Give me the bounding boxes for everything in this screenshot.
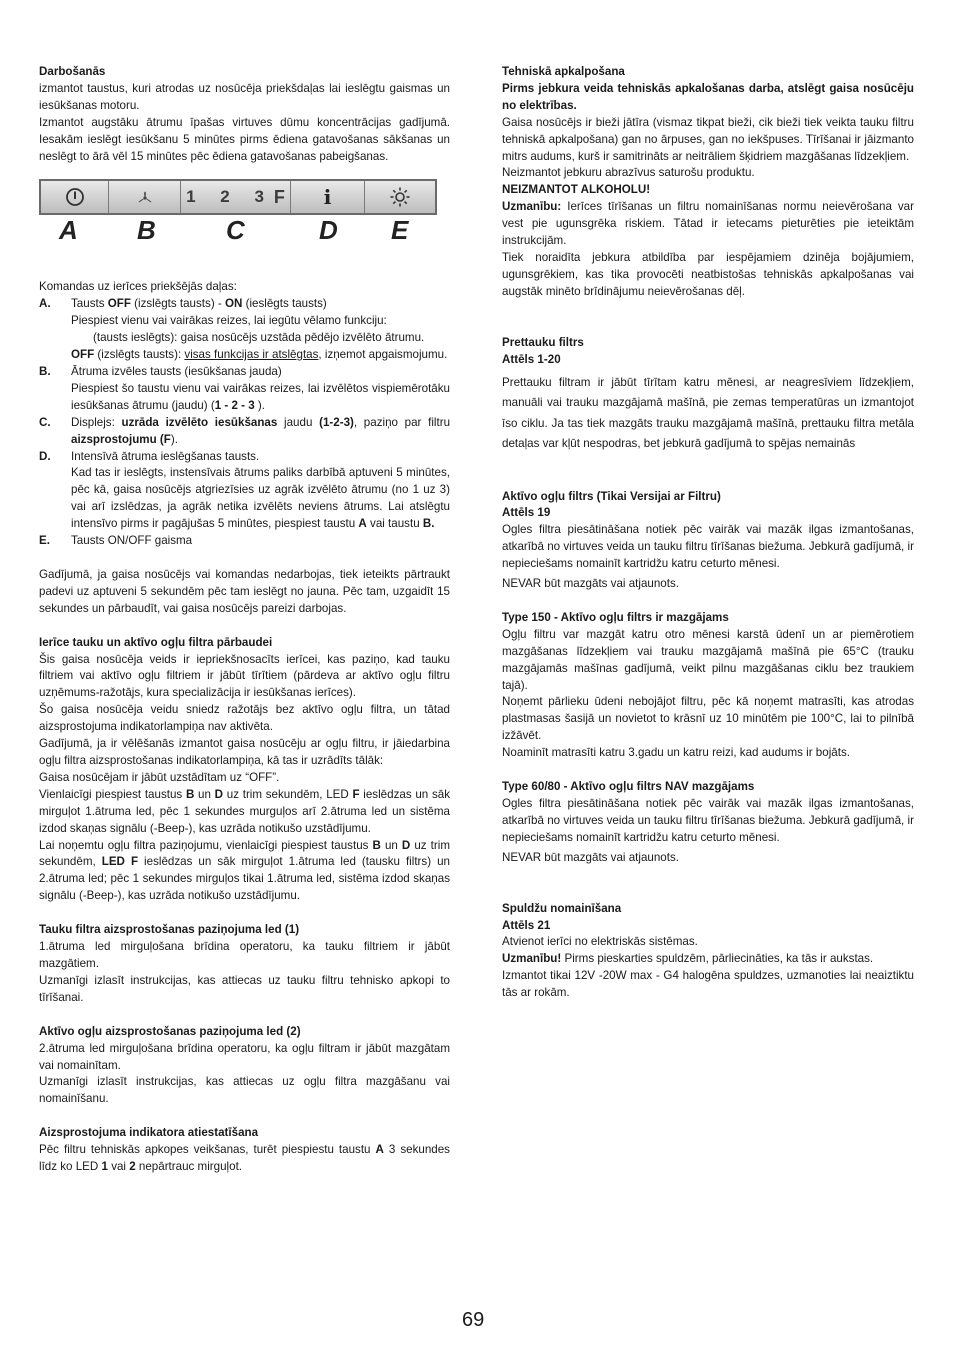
paragraph: Noņemt pārlieku ūdeni nebojājot filtru, pēc kā noņemt matrasīti, kas atrodas plastmasas šasijā un novietot to krāsnī uz 10 minūtēm pie 100°C, lai to pilnībā izžāvēt. (502, 695, 914, 743)
paragraph: 2.ātruma led mirguļošana brīdina operatoru, ka ogļu filtram ir jābūt mazgātam vai nomainītam. (39, 1041, 450, 1072)
command-a-off-desc: OFF (izslēgts tausts): visas funkcijas ir atslēgtas, izņemot apgaismojumu. (71, 348, 448, 362)
section-title-bulbs: Spuldžu nomainīšana (502, 901, 622, 915)
paragraph: Ogles filtra piesātināšana notiek pēc vairāk vai mazāk ilgas izmantošanas, atkarībā no virtuves veida un tauku filtru tīrīšanas biežuma. Jebkurā gadījumā, ir nepieciešams nomainīt kartridžu katru ceturto mēnesi. (502, 523, 914, 571)
control-panel-strip (39, 179, 437, 215)
power-button-illustration (41, 181, 109, 213)
section-title-darbosanas: Darbošanās (39, 65, 106, 78)
maintenance-warning: Pirms jebkura veida tehniskās apkalošanas darba, atslēgt gaisa nosūcēju no elektrības. (502, 81, 914, 112)
light-icon (389, 186, 411, 208)
paragraph: Prettauku filtram ir jābūt tīrītam katru mēnesi, ar neagresīviem līdzekļiem, manuāli vai trauku mazgājamā mašīnā, pie zemas temperatūras un izmantojot īso ciklu. Ja tas tiek mazgāts trauku mazgājamā mašīnā, prettauku filtra metāla detaļas var kļūt nespodras, bet jebkurā gadījumā to spējas nemainās (502, 375, 914, 450)
paragraph: Gadījumā, ja ir vēlēšanās izmantot gaisa nosūcēju ar ogļu filtru, ir jāiedarbina ogļu filtra aizsprostošanas indikatorlampiņa, kā tas ir uzrādīts tālāk: (39, 737, 450, 767)
section-title-check: Ierīce tauku un aktīvo ogļu filtra pārbaudei (39, 635, 273, 649)
no-alcohol-warning: NEIZMANTOT ALKOHOLU! (502, 183, 651, 197)
paragraph: 1.ātruma led mirguļošana brīdina operatoru, ka tauku filtriem ir jābūt mazgātiem. (39, 940, 450, 970)
right-column (502, 64, 914, 1002)
figure-ref: Attēls 21 (502, 918, 551, 932)
panel-letter-d: D (319, 215, 338, 246)
section-title-type6080: Type 60/80 - Aktīvo ogļu filtrs NAV mazgājams (502, 780, 755, 794)
commands-intro: Komandas uz ierīces priekšējās daļas: (39, 280, 237, 294)
paragraph: Lai noņemtu ogļu filtra paziņojumu, vienlaicīgi piespiest taustus B un D uz trim sekundēm, LED F ieslēdzas un sāk mirguļot 1.ātruma led (tausku filtrs) un 2.ātruma led; pēc 1 sekundes mirguļos tikai 1.ātruma led, sistēma izdod skaņas signālu (-Beep-), kas uzrāda notikušo uzstādījumu. (39, 838, 450, 903)
light-button-illustration (365, 181, 435, 213)
power-icon (64, 186, 86, 208)
malfunction-paragraph: Gadījumā, ja gaisa nosūcējs vai komandas nedarbojas, tiek ieteikts pārtraukt padevi uz aptuveni 5 sekundēm pēc tam ieslēgt no jauna. Pēc tam, uzgaidīt 15 sekundes un pārbaudīt, vai gaisa nosūcējs pareizi darbojas. (39, 567, 450, 615)
paragraph: Gaisa nosūcējs ir bieži jātīra (vismaz tikpat bieži, cik bieži tiek veikta tauku filtru tehniskā apkalpošana) gan no ārpuses, gan no iekšpuses. Tīrīšanai ir jāizmanto mitrs audums, kurš ir samitrināts ar neitrāliem šķidriem mazgāšanas līdzekļiem. (502, 115, 914, 163)
command-a-on-desc: (tausts ieslēgts): gaisa nosūcējs uzstāda pēdējo izvēlēto ātrumu. (93, 331, 425, 345)
command-c: C. Displejs: uzrāda izvēlēto iesūkšanas jaudu (1-2-3), paziņo par filtru aizsprostojumu (F). (39, 415, 451, 446)
paragraph: Pēc filtru tehniskās apkopes veikšanas, turēt piespiestu taustu A 3 sekundes līdz ko LED 1 vai 2 nepārtrauc mirguļot. (39, 1143, 450, 1174)
paragraph: Uzmanīgi izlasīt instrukcijas, kas attiecas uz ogļu filtra mazgāšanu vai nomainīšanu. (39, 1075, 450, 1106)
section-title-type150: Type 150 - Aktīvo ogļu filtrs ir mazgājams (502, 610, 729, 624)
figure-ref: Attēls 19 (502, 506, 551, 520)
paragraph: Izmantot augstāku ātrumu īpašas virtuves dūmu koncentrācijas gadījumā. Iesakām ieslēgt iesūkšanu 5 minūtes pirms ēdiena gatavošanas sākšanas un neslēgt to ārā vēl 15 minūtes pēc ēdiena gatavošanas pabeigšanas. (39, 115, 450, 163)
command-d: D. Intensīvā ātruma ieslēgšanas tausts. Kad tas ir ieslēgts, instensīvais ātrums paliks darbībā aptuveni 5 minūtes, pēc kā, gaisa nosūcējs atgriezīsies uz agrāk izvēlēto ātrumu (no 1 uz 3) vai arī izslēdzas, ja agrāk netika izvēlēts neviens ātrums. Lai atslēgtu intensīvo pirms ir pagājušas 5 minūtes, piespiest taustu A vai taustu B. (39, 449, 450, 531)
command-a: A. Tausts OFF (izslēgts tausts) - ON (ieslēgts tausts) Piespiest vienu vai vairākas reizes, lai iegūtu vēlamo funkciju: (39, 297, 387, 328)
section-title-grease-led: Tauku filtra aizsprostošanas paziņojuma led (1) (39, 923, 300, 937)
section-title-reset: Aizsprostojuma indikatora atiestatīšana (39, 1126, 259, 1140)
paragraph: Uzmanību! Pirms pieskarties spuldzēm, pārliecināties, ka tās ir aukstas. (502, 952, 874, 966)
paragraph: NEVAR būt mazgāts vai atjaunots. (502, 850, 679, 864)
section-title-carbon-led: Aktīvo ogļu aizsprostošanas paziņojuma led (2) (39, 1024, 301, 1038)
section-title-maintenance: Tehniskā apkalpošana (502, 65, 625, 78)
left-column (39, 64, 450, 1176)
paragraph: Noaminīt matrasīti katru 3.gadu un katru reizi, kad audums ir bojāts. (502, 746, 850, 760)
paragraph: Šo gaisa nosūcēja veidu sniedz ražotājs bez aktīvo ogļu filtra, un tātad aizsprostojuma indikatorlampiņa nav aktivēta. (39, 703, 450, 734)
paragraph: Izmantot tikai 12V -20W max - G4 halogēna spuldzes, uzmanoties lai neaiztiktu tās ar rokām. (502, 969, 914, 1000)
panel-letter-a: A (59, 215, 78, 246)
command-e: E. Tausts ON/OFF gaisma (39, 534, 193, 548)
section-title-carbon-filter: Aktīvo ogļu filtrs (Tikai Versijai ar Filtru) (502, 489, 721, 503)
figure-ref: Attēls 1-20 (502, 352, 561, 366)
speed-digits: 1 2 3 (186, 186, 274, 206)
control-panel-figure (39, 174, 450, 274)
panel-letter-e: E (391, 215, 409, 246)
page-number: 69 (462, 1309, 485, 1331)
paragraph: Neizmantot jebkuru abrazīvus saturošu produktu. (502, 166, 755, 180)
fan-button-illustration (109, 181, 181, 213)
filter-indicator-label: F (273, 186, 285, 207)
paragraph: Ogles filtra piesātināšana notiek pēc vairāk vai mazāk ilgas izmantošanas, atkarībā no virtuves veida un tauku filtru tīrīšanas biežuma. Jebkurā gadījumā, ir nepieciešams nomainīt kartridžu katru ceturto mēnesi. (502, 797, 914, 844)
paragraph: Tiek noraidīta jebkura atbildība par iespējamiem dzinēja bojājumiem, ugunsgrēkiem, kas tika provocēti neatbistošas tehniskās apkalpošanas vai augstāk minēto brīdinājumu neievērošanas dēļ. (502, 250, 914, 298)
paragraph: Šis gaisa nosūcēja veids ir iepriekšnosacīts ierīcei, kas paziņo, kad tauku filtriem vai aktīvo ogļu filtriem ir jābūt tīrītiem (pārdeva ar aktīvo ogļu filtru uzņēmums-ražotājs, kura specializācija ir iesūkšanas ierīces). (39, 652, 450, 700)
panel-letter-c: C (226, 215, 245, 246)
intensive-button-illustration (291, 181, 365, 213)
section-title-grease-filter: Prettauku filtrs (502, 335, 584, 349)
paragraph: Uzmanīgi izlasīt instrukcijas, kas attiecas uz tauku filtru tehnisko apkopi to tīrīšanai. (39, 973, 450, 1004)
command-b: B. Ātruma izvēles tausts (iesūkšanas jauda) Piespiest šo taustu vienu vai vairākas reizes, lai izvēlētos vispiemērotāku iesūkšanas ātrumu (jaudu) (1 - 2 - 3 ). (39, 364, 450, 412)
paragraph: Gaisa nosūcējam ir jābūt uzstādītam uz “OFF”. (39, 770, 280, 784)
fan-icon (132, 186, 158, 208)
info-icon: i (323, 184, 332, 209)
paragraph: Atvienot ierīci no elektriskās sistēmas. (502, 935, 698, 949)
paragraph: izmantot taustus, kuri atrodas uz nosūcēja priekšdaļas lai ieslēgtu gaismas un iesūkšanas motoru. (39, 81, 450, 112)
paragraph: Vienlaicīgi piespiest taustus B un D uz trim sekundēm, LED F ieslēdzas un sāk mirguļot 1.ātruma led, pēc 1 sekundes murguļos arī 2.ātruma led un sistēma izdod skaņas signālu (-Beep-), kas uzrāda notikušo uzstādījumu. (39, 787, 450, 835)
panel-letter-b: B (137, 215, 156, 246)
paragraph: Uzmanību: Ierīces tīrīšanas un filtru nomainīšanas normu neievērošana var vest pie ugunsgrēka riskiem. Tātad ir ietecams pieturēties pie ieteiktām instrukcijām. (502, 200, 914, 248)
paragraph: NEVAR būt mazgāts vai atjaunots. (502, 577, 679, 591)
paragraph: Ogļu filtru var mazgāt katru otro mēnesi karstā ūdenī un ar piemērotiem mazgāšanas līdzekļiem vai trauku mazgājamā mašīnā pie 65°C (trauku mazgājamās mašīnas gadījumā, veikt pilnu mazgāšanas ciklu bez traukiem tajā). (502, 627, 914, 692)
speed-display-illustration (181, 181, 291, 213)
